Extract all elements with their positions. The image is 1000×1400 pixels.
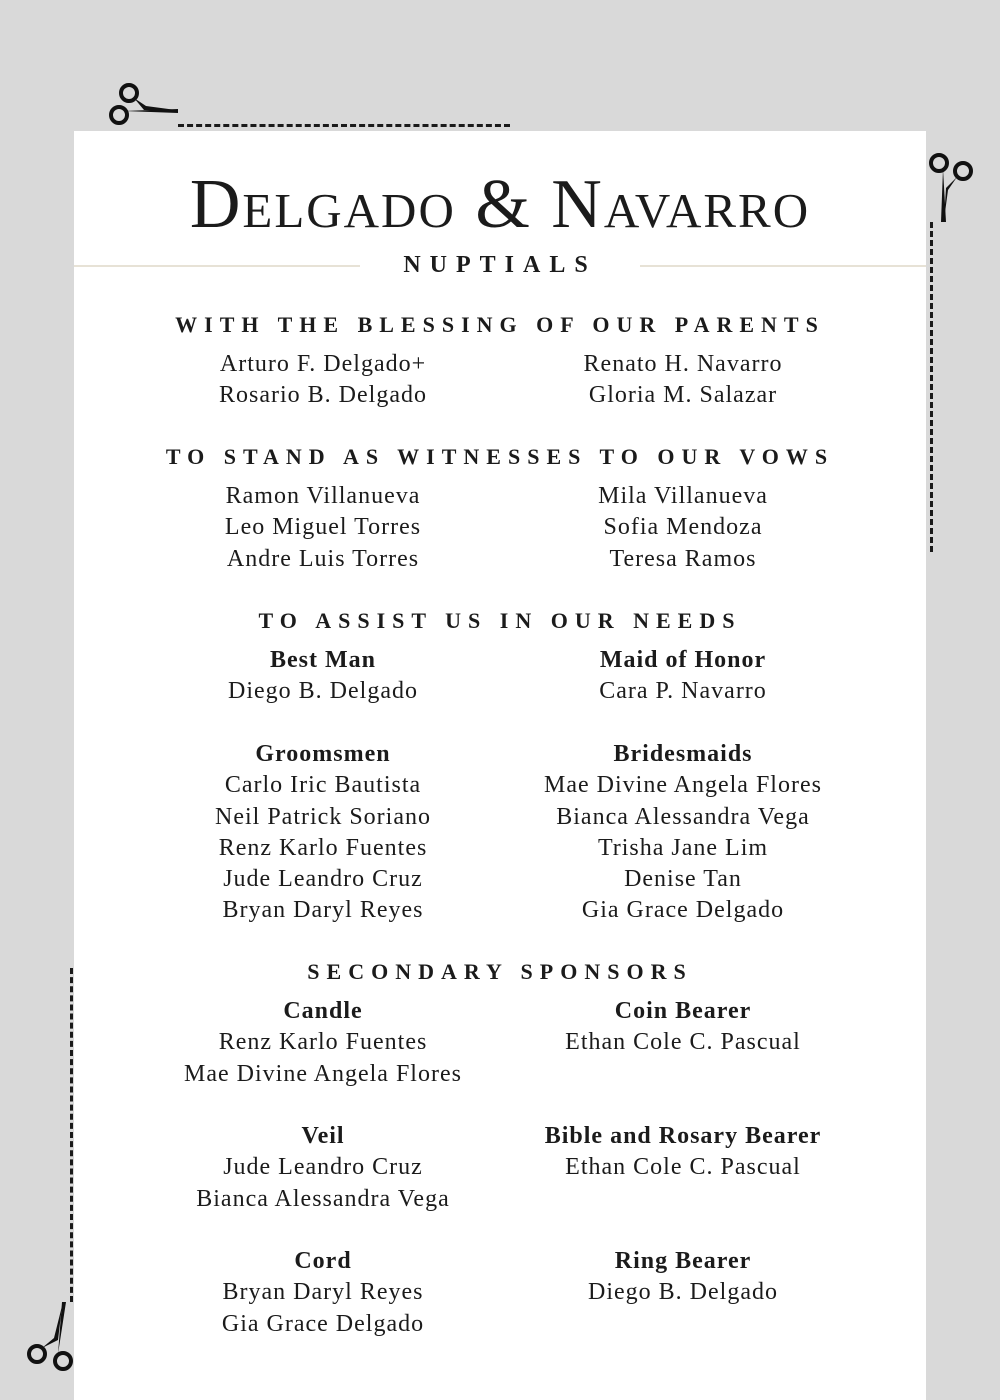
subtitle: NUPTIALS (403, 252, 597, 278)
role-label: Veil (301, 1123, 345, 1149)
parents-bride-side (493, 349, 873, 412)
bridesmaids-group (493, 739, 873, 927)
scissors-icon (106, 82, 182, 128)
person-name: Gia Grace Delgado (221, 1310, 425, 1337)
divider-left (74, 265, 360, 267)
person-name: Bryan Daryl Reyes (222, 1279, 424, 1306)
role-label: Maid of Honor (599, 647, 767, 673)
candle-group (133, 996, 513, 1090)
role-label: Best Man (270, 647, 376, 673)
role-label: Ring Bearer (614, 1248, 752, 1274)
section-heading-secondary: SECONDARY SPONSORS (307, 959, 693, 984)
person-name: Denise Tan (624, 866, 742, 893)
subtitle-row (74, 250, 926, 280)
person-name: Ethan Cole C. Pascual (565, 1154, 801, 1181)
person-name: Mae Divine Angela Flores (184, 1060, 462, 1087)
cord-group (133, 1246, 513, 1340)
person-name: Jude Leandro Cruz (223, 1154, 423, 1181)
role-label: Cord (294, 1248, 352, 1274)
cut-line-left (70, 968, 73, 1302)
person-name: Ethan Cole C. Pascual (565, 1029, 801, 1056)
groomsmen-group (133, 739, 513, 927)
person-name: Neil Patrick Soriano (215, 803, 431, 830)
witness-name: Mila Villanueva (598, 483, 768, 509)
witness-name: Ramon Villanueva (225, 483, 421, 509)
person-name: Bianca Alessandra Vega (556, 803, 810, 830)
person-name: Renz Karlo Fuentes (218, 1029, 428, 1056)
page-title: Delgado & Navarro (189, 166, 811, 243)
ring-bearer-group (493, 1246, 873, 1309)
bible-rosary-bearer-group (493, 1121, 873, 1184)
section-heading-witnesses: TO STAND AS WITNESSES TO OUR VOWS (165, 444, 835, 469)
person-name: Cara P. Navarro (599, 678, 767, 705)
veil-group (133, 1121, 513, 1215)
maid-of-honor-group (493, 645, 873, 708)
person-name: Diego B. Delgado (228, 678, 418, 705)
person-name: Carlo Iric Bautista (224, 772, 422, 799)
witness-name: Teresa Ramos (609, 545, 757, 572)
parent-name: Renato H. Navarro (583, 351, 783, 377)
cut-line-top (178, 124, 510, 127)
parent-name: Gloria M. Salazar (588, 382, 778, 409)
person-name: Diego B. Delgado (588, 1279, 778, 1306)
role-label: Bridesmaids (613, 741, 753, 767)
role-label: Bible and Rosary Bearer (544, 1123, 822, 1149)
person-name: Trisha Jane Lim (597, 834, 769, 861)
role-label: Candle (283, 998, 363, 1024)
witnesses-left (133, 481, 513, 575)
best-man-group (133, 645, 513, 708)
parent-name: Rosario B. Delgado (219, 382, 427, 409)
witness-name: Leo Miguel Torres (224, 514, 422, 541)
person-name: Bianca Alessandra Vega (196, 1185, 450, 1212)
person-name: Renz Karlo Fuentes (218, 834, 428, 861)
section-heading-parents: WITH THE BLESSING OF OUR PARENTS (175, 312, 825, 337)
parent-name: Arturo F. Delgado+ (219, 351, 427, 377)
witness-name: Sofia Mendoza (603, 514, 763, 541)
role-label: Groomsmen (255, 741, 391, 767)
section-heading-entourage: TO ASSIST US IN OUR NEEDS (258, 608, 742, 633)
person-name: Jude Leandro Cruz (223, 866, 423, 893)
cut-line-right (930, 222, 933, 552)
role-label: Coin Bearer (614, 998, 752, 1024)
coin-bearer-group (493, 996, 873, 1059)
parents-groom-side (133, 349, 513, 412)
person-name: Gia Grace Delgado (581, 897, 785, 924)
witnesses-right (493, 481, 873, 575)
person-name: Mae Divine Angela Flores (544, 772, 822, 799)
divider-right (640, 265, 926, 267)
person-name: Bryan Daryl Reyes (222, 897, 424, 924)
scissors-icon (22, 1298, 78, 1374)
witness-name: Andre Luis Torres (226, 545, 420, 572)
